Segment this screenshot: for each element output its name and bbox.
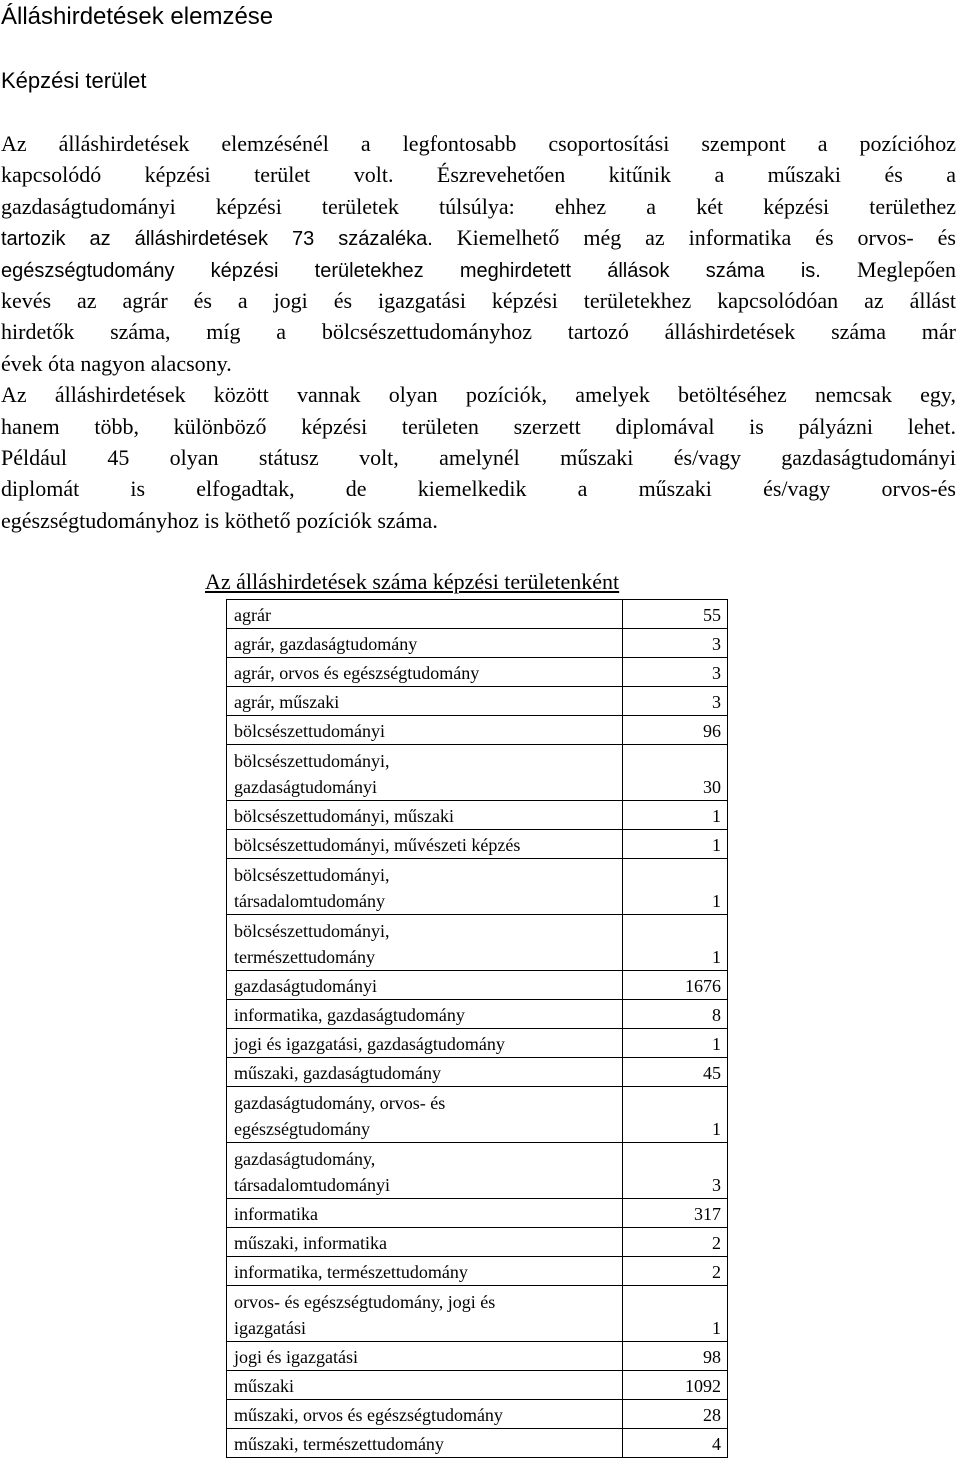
category-label-line: gazdaságtudomány, — [234, 1149, 376, 1169]
table-row — [227, 859, 728, 915]
paragraph-line-segment: tartozik az álláshirdetések 73 százaléka. — [1, 228, 457, 251]
table-row — [227, 1342, 728, 1371]
paragraph-line — [1, 222, 956, 253]
table-cell-count: 1 — [623, 801, 728, 830]
table-cell-count: 3 — [623, 658, 728, 687]
table-cell-count: 3 — [623, 1143, 728, 1199]
paragraph-line — [1, 191, 956, 222]
paragraph-line — [1, 442, 956, 473]
table-cell-category — [227, 1000, 623, 1029]
paragraph-line-text: hanem több, különböző képzési területen szerzett diplomával is pályázni lehet. — [1, 413, 956, 439]
category-label-line: bölcsészettudományi, művészeti képzés — [234, 835, 521, 855]
category-label-line: műszaki — [234, 1376, 294, 1396]
category-label-line: orvos- és egészségtudomány, jogi és — [234, 1292, 496, 1312]
table-row — [227, 1143, 728, 1199]
category-label-line: bölcsészettudományi — [234, 721, 385, 741]
table-cell-category — [227, 745, 623, 801]
table-cell-category — [227, 1371, 623, 1400]
category-label-line: igazgatási — [234, 1318, 306, 1338]
table-cell-category — [227, 600, 623, 629]
table-row — [227, 629, 728, 658]
paragraph-line — [1, 254, 956, 285]
table-cell-category — [227, 1228, 623, 1257]
table-row — [227, 1400, 728, 1429]
category-label-line: műszaki, orvos és egészségtudomány — [234, 1405, 503, 1425]
category-label-line: agrár, orvos és egészségtudomány — [234, 663, 480, 683]
category-label-line: gazdaságtudomány, orvos- és — [234, 1093, 446, 1113]
paragraph-line-segment: Meglepően — [857, 256, 956, 282]
table-row — [227, 1228, 728, 1257]
category-label-line: bölcsészettudományi, — [234, 921, 390, 941]
paragraph-line — [1, 316, 956, 347]
table-cell-category — [227, 1400, 623, 1429]
category-label-line: agrár, gazdaságtudomány — [234, 634, 418, 654]
table-cell-category — [227, 1429, 623, 1458]
category-label-line: informatika — [234, 1204, 318, 1224]
table-title: Az álláshirdetések száma képzési területenként — [205, 569, 620, 594]
paragraph-line — [1, 128, 956, 159]
table-body — [227, 600, 728, 1458]
table-cell-category — [227, 1257, 623, 1286]
category-label-line: jogi és igazgatási, gazdaságtudomány — [234, 1034, 505, 1054]
table-cell-category — [227, 1143, 623, 1199]
table-cell-count: 3 — [623, 687, 728, 716]
paragraph-line — [1, 379, 956, 410]
category-label-line: informatika, gazdaságtudomány — [234, 1005, 465, 1025]
table-cell-count: 1 — [623, 915, 728, 971]
table-cell-count: 8 — [623, 1000, 728, 1029]
table-row — [227, 1000, 728, 1029]
category-label-line: jogi és igazgatási — [234, 1347, 358, 1367]
category-label-line: gazdaságtudományi — [234, 976, 377, 996]
table-cell-count: 96 — [623, 716, 728, 745]
category-label-line: műszaki, természettudomány — [234, 1434, 444, 1454]
table-cell-category — [227, 971, 623, 1000]
table-cell-count: 1 — [623, 1087, 728, 1143]
body-paragraph — [1, 128, 956, 536]
table-cell-count: 1 — [623, 1029, 728, 1058]
table-cell-category — [227, 1058, 623, 1087]
paragraph-line-text: kapcsolódó képzési terület volt. Észrevehetően kitűnik a műszaki és a — [1, 162, 956, 188]
category-label-line: agrár, műszaki — [234, 692, 340, 712]
table-cell-count: 1676 — [623, 971, 728, 1000]
table-cell-count: 98 — [623, 1342, 728, 1371]
category-label-line: bölcsészettudományi, — [234, 751, 390, 771]
table-row — [227, 600, 728, 629]
table-row — [227, 1029, 728, 1058]
table-row — [227, 687, 728, 716]
category-label-line: műszaki, informatika — [234, 1233, 387, 1253]
table-cell-count: 1 — [623, 859, 728, 915]
table-row — [227, 1286, 728, 1342]
table-cell-category — [227, 1087, 623, 1143]
table-row — [227, 1371, 728, 1400]
paragraph-line — [1, 505, 956, 536]
category-label-line: természettudomány — [234, 947, 375, 967]
paragraph-line-text: egészségtudományhoz is köthető pozíciók száma. — [1, 507, 438, 533]
table-cell-category — [227, 830, 623, 859]
table-cell-count: 2 — [623, 1228, 728, 1257]
table-cell-category — [227, 1286, 623, 1342]
category-label-line: agrár — [234, 605, 271, 625]
paragraph-line-text: gazdaságtudományi képzési területek túlsúlya: ehhez a két képzési területhez — [1, 193, 956, 219]
table-row — [227, 801, 728, 830]
table-row — [227, 915, 728, 971]
table-cell-count: 30 — [623, 745, 728, 801]
category-label-line: egészségtudomány — [234, 1119, 370, 1139]
category-label-line: társadalomtudomány — [234, 891, 385, 911]
table-row — [227, 716, 728, 745]
section-heading: Képzési terület — [1, 68, 147, 93]
paragraph-line — [1, 411, 956, 442]
category-label-line: gazdaságtudományi — [234, 777, 377, 797]
paragraph-line-segment: Kiemelhető még az informatika és orvos- és — [456, 225, 956, 251]
table-cell-category — [227, 859, 623, 915]
table-row — [227, 1087, 728, 1143]
table-cell-count: 1092 — [623, 1371, 728, 1400]
table-cell-category — [227, 629, 623, 658]
table-cell-category — [227, 801, 623, 830]
table-cell-count: 28 — [623, 1400, 728, 1429]
table-cell-count: 1 — [623, 830, 728, 859]
table-cell-category — [227, 716, 623, 745]
paragraph-line — [1, 285, 956, 316]
table-cell-category — [227, 1199, 623, 1228]
paragraph-line-text: Az álláshirdetések között vannak olyan pozíciók, amelyek betöltéséhez nemcsak egy, — [1, 382, 956, 408]
table-cell-category — [227, 687, 623, 716]
category-label-line: informatika, természettudomány — [234, 1262, 468, 1282]
table-row — [227, 830, 728, 859]
table-cell-category — [227, 1342, 623, 1371]
paragraph-line-text: Az álláshirdetések elemzésénél a legfontosabb csoportosítási szempont a pozícióhoz — [1, 131, 956, 156]
table-row — [227, 658, 728, 687]
category-label-line: műszaki, gazdaságtudomány — [234, 1063, 441, 1083]
paragraph-line — [1, 348, 956, 379]
paragraph-line-text: évek óta nagyon alacsony. — [1, 350, 232, 376]
table-cell-category — [227, 658, 623, 687]
table-cell-category — [227, 915, 623, 971]
table-cell-count: 317 — [623, 1199, 728, 1228]
table-cell-count: 1 — [623, 1286, 728, 1342]
table-cell-count: 4 — [623, 1429, 728, 1458]
table-row — [227, 745, 728, 801]
category-label-line: bölcsészettudományi, — [234, 865, 390, 885]
category-label-line: társadalomtudományi — [234, 1175, 390, 1195]
table-cell-category — [227, 1029, 623, 1058]
paragraph-line-segment: egészségtudomány képzési területekhez meghirdetett állások száma is. — [1, 259, 858, 282]
paragraph-line-text: diplomát is elfogadtak, de kiemelkedik a műszaki és/vagy orvos-és — [1, 476, 956, 502]
paragraph-line-text: hirdetők száma, míg a bölcsészettudományhoz tartozó álláshirdetések száma már — [1, 319, 956, 345]
paragraph-line — [1, 159, 956, 190]
table-cell-count: 55 — [623, 600, 728, 629]
category-label-line: bölcsészettudományi, műszaki — [234, 806, 454, 826]
table-row — [227, 1257, 728, 1286]
table-cell-count: 45 — [623, 1058, 728, 1087]
paragraph-line — [1, 473, 956, 504]
paragraph-line-text: Például 45 olyan státusz volt, amelynél műszaki és/vagy gazdaságtudományi — [1, 444, 956, 470]
table-cell-count: 2 — [623, 1257, 728, 1286]
table-row — [227, 1199, 728, 1228]
table-row — [227, 971, 728, 1000]
page-title: Álláshirdetések elemzése — [1, 3, 274, 30]
table-row — [227, 1058, 728, 1087]
data-table — [226, 599, 728, 1458]
paragraph-line-text: kevés az agrár és a jogi és igazgatási képzési területekhez kapcsolódóan az állást — [1, 287, 956, 313]
table-cell-count: 3 — [623, 629, 728, 658]
table-row — [227, 1429, 728, 1458]
